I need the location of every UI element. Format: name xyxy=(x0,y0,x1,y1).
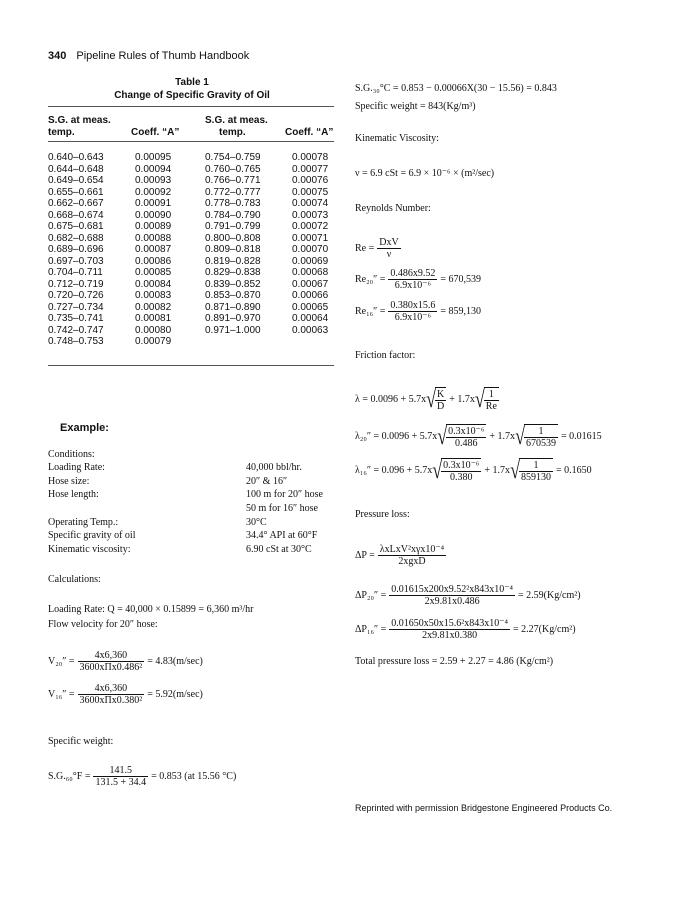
condition-row xyxy=(48,489,348,503)
table-cell: 0.772–0.777 xyxy=(205,186,261,198)
table-cell: 0.00063 xyxy=(292,324,329,336)
table-cell: 0.00090 xyxy=(135,209,172,221)
table-cell: 0.00065 xyxy=(292,301,329,313)
table-cell: 0.00083 xyxy=(135,290,172,301)
table-row xyxy=(48,164,342,176)
example-heading: Example: xyxy=(60,422,109,434)
re20-equation: Re₂₀″ = $\frac{0.486x9.52}{\text{6.9x10⁻⁶}}$ = 670,539 xyxy=(355,268,482,291)
table-row xyxy=(48,221,342,233)
friction-label: Friction factor: xyxy=(355,350,416,361)
table-row xyxy=(48,233,342,245)
condition-value: 6.90 cSt at 30°C xyxy=(246,544,312,556)
table-cell: 0.809–0.818 xyxy=(205,244,261,255)
v16-equation: V₁₆″ = $\frac{4x6,360}{\text{3600xΠx0.380²}}$ = 5.92(m/sec) xyxy=(48,683,203,706)
table-top-rule xyxy=(48,106,334,107)
table-cell: 0.748–0.753 xyxy=(48,336,104,347)
table-cell: 0.640–0.643 xyxy=(48,152,104,163)
page-header xyxy=(48,50,249,62)
condition-row xyxy=(48,544,348,558)
table-cell: 0.00067 xyxy=(292,278,329,290)
table-row xyxy=(48,267,342,279)
table-cell: 0.00089 xyxy=(135,221,172,232)
table-cell: 0.00064 xyxy=(292,313,329,324)
table-row xyxy=(48,175,342,187)
condition-value: 30°C xyxy=(246,516,267,528)
table-cell: 0.00069 xyxy=(292,255,329,267)
condition-label: Hose length: xyxy=(48,489,99,501)
dp-definition: ΔP = $\frac{\text{λxLxV²xγx10⁻⁴}}{\text{2xgxD}}$ xyxy=(355,544,445,567)
table-cell: 0.00072 xyxy=(292,221,329,232)
table-cell: 0.00082 xyxy=(135,301,172,313)
table-cell: 0.712–0.719 xyxy=(48,278,104,290)
table-cell: 0.00066 xyxy=(292,290,329,301)
dp20-equation: ΔP₂₀″ = $\frac{\text{0.01615x200x9.52²x843x10⁻⁴}}{2x9.81x0.486}$ = 2.59(Kg/cm²) xyxy=(355,584,581,607)
table-row xyxy=(48,325,342,337)
table-cell: 0.00071 xyxy=(292,232,329,244)
condition-value: 34.4° API at 60°F xyxy=(246,530,318,542)
condition-value: 100 m for 20″ hose xyxy=(246,489,323,501)
table-cell: 0.891–0.970 xyxy=(205,313,261,324)
table-cell: 0.784–0.790 xyxy=(205,209,261,221)
condition-row xyxy=(48,503,348,517)
table-cell: 0.00084 xyxy=(135,278,172,290)
table-row xyxy=(48,187,342,199)
condition-row xyxy=(48,462,348,476)
col-header-2: Coeff. “A” xyxy=(131,127,180,138)
condition-value: 50 m for 16″ hose xyxy=(246,503,318,515)
reynolds-label: Reynolds Number: xyxy=(355,203,431,214)
table-cell: 0.00075 xyxy=(292,186,329,198)
conditions-list xyxy=(48,462,348,558)
table-cell: 0.839–0.852 xyxy=(205,278,261,290)
conditions-label: Conditions: xyxy=(48,449,95,460)
condition-label: Specific gravity of oil xyxy=(48,530,136,542)
table-row xyxy=(48,302,342,314)
specific-weight-label: Specific weight: xyxy=(48,736,114,747)
table-label: Table 1 xyxy=(175,77,209,88)
table-cell: 0.735–0.741 xyxy=(48,313,104,324)
table-cell: 0.766–0.771 xyxy=(205,175,261,186)
table-cell: 0.829–0.838 xyxy=(205,267,261,278)
condition-label: Operating Temp.: xyxy=(48,516,119,528)
table-cell: 0.819–0.828 xyxy=(205,255,261,267)
table-cell: 0.00080 xyxy=(135,324,172,336)
condition-label: Loading Rate: xyxy=(48,462,105,473)
total-pressure-loss: Total pressure loss = 2.59 + 2.27 = 4.86 (Kg/cm²) xyxy=(355,656,554,667)
table-cell: 0.853–0.870 xyxy=(205,290,261,301)
table-cell: 0.682–0.688 xyxy=(48,232,104,244)
table-cell: 0.00095 xyxy=(135,152,172,163)
re-definition: Re = $\frac{\text{DxV}}{\nu}$ xyxy=(355,237,399,260)
table-cell: 0.791–0.799 xyxy=(205,221,261,232)
table-cell: 0.00068 xyxy=(292,267,329,278)
table-row xyxy=(48,256,342,268)
table-row xyxy=(48,152,342,164)
table-cell: 0.800–0.808 xyxy=(205,232,261,244)
lambda16-equation: λ₁₆″ = 0.096 + 5.7x √ $\frac{\text{0.3x10⁻⁶}}{0.380}$ + 1.7x √ $\frac{1}{859130}$ = 0.1650 xyxy=(355,456,592,484)
table-cell: 0.720–0.726 xyxy=(48,290,104,301)
table-row xyxy=(48,198,342,210)
table-cell: 0.697–0.703 xyxy=(48,255,104,267)
table-cell: 0.727–0.734 xyxy=(48,301,104,313)
table-cell: 0.649–0.654 xyxy=(48,175,104,186)
sg60-equation: S.G.₆₀°F = $\frac{141.5}{131.5 + 34.4}$ = 0.853 (at 15.56 °C) xyxy=(48,765,237,788)
lambda-definition: λ = 0.0096 + 5.7x √ $\frac{K}{D}$ + 1.7x √ $\frac{1}{Re}$ xyxy=(355,385,497,413)
table-cell: 0.00086 xyxy=(135,255,172,267)
table-cell: 0.00088 xyxy=(135,232,172,244)
reprint-credit: Reprinted with permission Bridgestone Engineered Products Co. xyxy=(355,803,613,813)
table-cell: 0.00077 xyxy=(292,163,329,175)
table-cell xyxy=(205,336,292,348)
table-cell: 0.00070 xyxy=(292,244,329,255)
table-row xyxy=(48,279,342,291)
table-cell: 0.778–0.783 xyxy=(205,198,261,209)
book-title: Pipeline Rules of Thumb Handbook xyxy=(76,50,250,62)
condition-label: Hose size: xyxy=(48,475,90,487)
table-cell: 0.668–0.674 xyxy=(48,209,104,221)
table-cell: 0.689–0.696 xyxy=(48,244,104,255)
table-cell: 0.00074 xyxy=(292,198,329,209)
table-cell: 0.00092 xyxy=(135,186,172,198)
nu-equation: ν = 6.9 cSt = 6.9 × 10⁻⁶ × (m²/sec) xyxy=(355,168,495,179)
table-cell: 0.00087 xyxy=(135,244,172,255)
col-header-1: S.G. at meas. temp. xyxy=(48,115,111,138)
table-cell: 0.644–0.648 xyxy=(48,163,104,175)
table-cell: 0.00079 xyxy=(135,336,172,347)
condition-row xyxy=(48,517,348,531)
sg30-equation: S.G.₃₀°C = 0.853 − 0.00066X(30 − 15.56) = 0.843 xyxy=(355,83,557,94)
table-cell: 0.662–0.667 xyxy=(48,198,104,209)
table-cell: 0.971–1.000 xyxy=(205,324,261,336)
condition-row xyxy=(48,530,348,544)
table-row xyxy=(48,290,342,302)
condition-value: 20″ & 16″ xyxy=(246,475,288,487)
table-header-rule xyxy=(48,141,334,142)
table-cell: 0.754–0.759 xyxy=(205,152,261,163)
table-cell: 0.655–0.661 xyxy=(48,186,104,198)
pressure-label: Pressure loss: xyxy=(355,509,410,520)
table-bottom-rule xyxy=(48,365,334,366)
table-row xyxy=(48,244,342,256)
table-cell: 0.00078 xyxy=(292,152,329,163)
table-cell: 0.00081 xyxy=(135,313,172,324)
table-title: Change of Specific Gravity of Oil xyxy=(114,90,270,101)
table-cell xyxy=(292,336,342,348)
table-row xyxy=(48,336,342,348)
table-cell: 0.00091 xyxy=(135,198,172,209)
table-cell: 0.00085 xyxy=(135,267,172,278)
specific-weight-value: Specific weight = 843(Kg/m³) xyxy=(355,101,476,112)
dp16-equation: ΔP₁₆″ = $\frac{\text{0.01650x50x15.6²x843x10⁻⁴}}{2x9.81x0.380}$ = 2.27(Kg/cm²) xyxy=(355,618,576,641)
table-cell: 0.871–0.890 xyxy=(205,301,261,313)
col-header-4: Coeff. “A” xyxy=(285,127,334,138)
v20-equation: V₂₀″ = $\frac{4x6,360}{\text{3600xΠx0.486²}}$ = 4.83(m/sec) xyxy=(48,650,203,673)
condition-label: Kinematic viscosity: xyxy=(48,544,131,556)
table-cell: 0.00076 xyxy=(292,175,329,186)
condition-value: 40,000 bbl/hr. xyxy=(246,462,302,473)
lambda20-equation: λ₂₀″ = 0.0096 + 5.7x √ $\frac{\text{0.3x10⁻⁶}}{0.486}$ + 1.7x √ $\frac{1}{670539}$ = 0.01615 xyxy=(355,422,602,450)
table-row xyxy=(48,210,342,222)
table-cell: 0.00073 xyxy=(292,209,329,221)
col-header-3: S.G. at meas. temp. xyxy=(205,115,268,138)
spec-gravity-table xyxy=(48,152,342,348)
table-cell: 0.00093 xyxy=(135,175,172,186)
table-cell: 0.760–0.765 xyxy=(205,163,261,175)
condition-row xyxy=(48,476,348,490)
table-cell: 0.742–0.747 xyxy=(48,324,104,336)
kinematic-label: Kinematic Viscosity: xyxy=(355,133,439,144)
table-cell: 0.704–0.711 xyxy=(48,267,103,278)
calculations-label: Calculations: xyxy=(48,574,101,585)
loading-rate-calc: Loading Rate: Q = 40,000 × 0.15899 = 6,360 m³/hr xyxy=(48,604,254,615)
flow-velocity-label: Flow velocity for 20″ hose: xyxy=(48,619,158,630)
page-number: 340 xyxy=(48,50,67,62)
re16-equation: Re₁₆″ = $\frac{0.380x15.6}{\text{6.9x10⁻⁶}}$ = 859,130 xyxy=(355,300,482,323)
table-cell: 0.00094 xyxy=(135,163,172,175)
table-cell: 0.675–0.681 xyxy=(48,221,104,232)
table-row xyxy=(48,313,342,325)
